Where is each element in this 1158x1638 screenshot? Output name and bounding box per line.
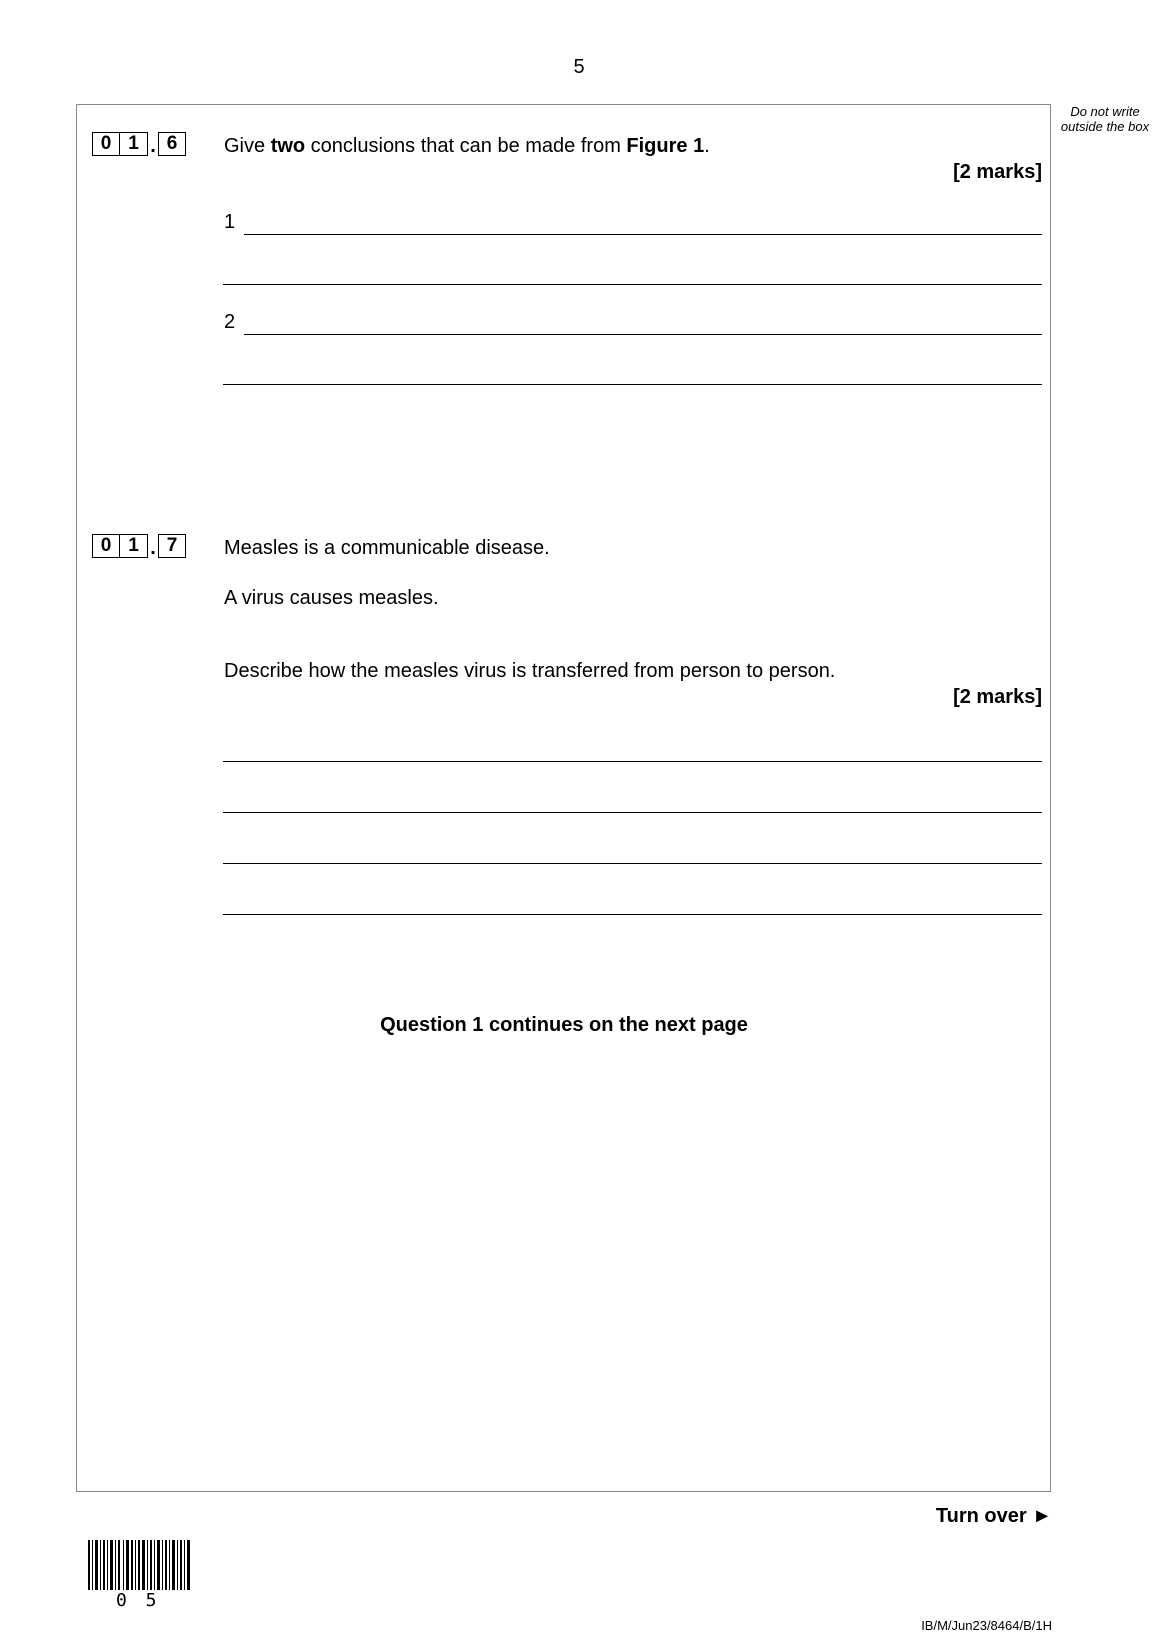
question-digit: 6: [158, 132, 186, 156]
answer-line[interactable]: [244, 234, 1042, 235]
bold-figure-ref: Figure 1: [626, 135, 705, 157]
question-text-01-6: [224, 134, 710, 158]
answer-line[interactable]: [244, 334, 1042, 335]
question-digit: 1: [120, 534, 148, 558]
answer-label-2: 2: [224, 311, 236, 333]
continues-note: Question 1 continues on the next page: [380, 1014, 748, 1036]
marks-label: [2 marks]: [953, 686, 1042, 708]
answer-line[interactable]: [223, 284, 1042, 285]
text-part: Give: [224, 135, 271, 157]
answer-label-1: 1: [224, 211, 236, 233]
margin-note: Do not write outside the box: [1060, 104, 1150, 134]
question-number-01-6: [92, 132, 186, 156]
text-part: .: [704, 135, 710, 157]
question-digit: 1: [120, 132, 148, 156]
question-digit: 0: [92, 534, 120, 558]
barcode-digits: 0 5: [116, 1590, 161, 1611]
question-number-01-7: [92, 534, 186, 558]
text-part: conclusions that can be made from: [305, 135, 627, 157]
answer-line[interactable]: [223, 812, 1042, 813]
answer-line[interactable]: [223, 863, 1042, 864]
question-text-01-7-line2: A virus causes measles.: [224, 587, 439, 609]
question-digit: 0: [92, 132, 120, 156]
marks-label: [2 marks]: [953, 161, 1042, 183]
page-number: 5: [573, 56, 585, 78]
answer-line[interactable]: [223, 761, 1042, 762]
question-dot: .: [150, 537, 156, 559]
question-text-01-7-line3: Describe how the measles virus is transferred from person to person.: [224, 660, 836, 682]
paper-reference: IB/M/Jun23/8464/B/1H: [921, 1618, 1052, 1633]
turn-over-label: Turn over ►: [935, 1505, 1052, 1527]
question-dot: .: [150, 135, 156, 157]
answer-line[interactable]: [223, 384, 1042, 385]
barcode-icon: [88, 1540, 192, 1590]
answer-line[interactable]: [223, 914, 1042, 915]
question-text-01-7-line1: Measles is a communicable disease.: [224, 537, 550, 559]
question-digit: 7: [158, 534, 186, 558]
answer-frame: [76, 104, 1051, 1492]
bold-word-two: two: [270, 135, 306, 157]
